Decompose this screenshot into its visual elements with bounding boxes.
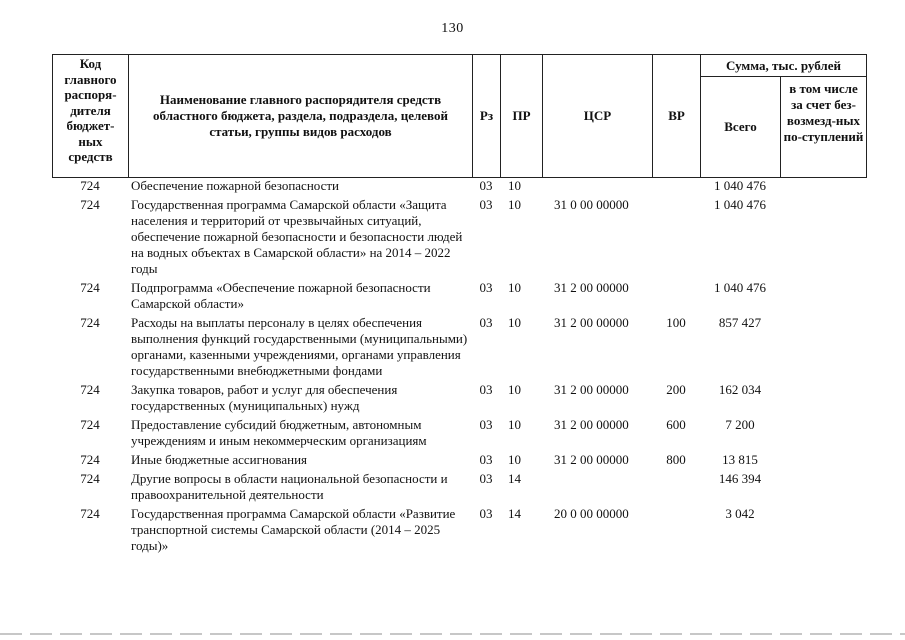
- budget-table-header: [52, 54, 867, 178]
- header-code: Код главного распоря-дителя бюджет-ных средств: [53, 55, 129, 178]
- row-code: 724: [80, 178, 100, 193]
- row-vr: [652, 506, 700, 554]
- row-vr: 100: [666, 315, 686, 330]
- row-total: 1 040 476: [714, 178, 766, 193]
- table-row: [52, 197, 866, 280]
- row-csr: 20 0 00 00000: [554, 506, 629, 521]
- row-rz: 03: [479, 471, 493, 486]
- row-gratis: [780, 452, 866, 471]
- row-name: Иные бюджетные ассигнования: [131, 452, 308, 467]
- header-sum: Сумма, тыс. рублей: [701, 55, 867, 77]
- row-code: 724: [80, 452, 100, 467]
- budget-table-body: [52, 178, 866, 554]
- row-code: 724: [80, 315, 100, 330]
- row-vr: [652, 197, 700, 280]
- row-csr: [542, 178, 652, 197]
- header-pr: ПР: [501, 55, 543, 178]
- row-pr: 10: [508, 417, 521, 432]
- row-vr: 800: [666, 452, 686, 467]
- row-rz: 03: [479, 280, 493, 295]
- header-name: Наименование главного распорядителя средств областного бюджета, раздела, подраздела, целевой статьи, группы видов расходов: [129, 55, 473, 178]
- table-row: [52, 417, 866, 452]
- row-gratis: [780, 280, 866, 315]
- row-vr: [652, 471, 700, 506]
- row-gratis: [780, 417, 866, 452]
- row-code: 724: [80, 382, 100, 397]
- row-csr: 31 2 00 00000: [554, 280, 629, 295]
- row-gratis: [780, 197, 866, 280]
- row-gratis: [780, 471, 866, 506]
- row-pr: 10: [508, 280, 521, 295]
- row-name: Закупка товаров, работ и услуг для обеспечения государственных (муниципальных) нужд: [131, 382, 398, 413]
- header-total: Всего: [701, 77, 781, 178]
- row-pr: 10: [508, 315, 521, 330]
- row-rz: 03: [479, 178, 493, 193]
- row-name: Расходы на выплаты персоналу в целях обеспечения выполнения функций государственными (муниципальными) органами, казенными учреждениями, органами управления государственными внебюджетными фондами: [131, 315, 468, 378]
- row-csr: 31 0 00 00000: [554, 197, 629, 212]
- row-pr: 10: [508, 178, 521, 193]
- row-vr: [652, 178, 700, 197]
- table-row: [52, 506, 866, 554]
- row-pr: 10: [508, 452, 521, 467]
- row-pr: 14: [508, 471, 521, 486]
- row-name: Подпрограмма «Обеспечение пожарной безопасности Самарской области»: [131, 280, 431, 311]
- row-total: 7 200: [725, 417, 755, 432]
- row-total: 1 040 476: [714, 280, 766, 295]
- row-pr: 10: [508, 197, 521, 212]
- row-total: 13 815: [722, 452, 758, 467]
- row-total: 1 040 476: [714, 197, 766, 212]
- table-row: [52, 280, 866, 315]
- header-rz: Рз: [473, 55, 501, 178]
- row-code: 724: [80, 506, 100, 521]
- row-csr: 31 2 00 00000: [554, 417, 629, 432]
- row-rz: 03: [479, 315, 493, 330]
- row-vr: [652, 280, 700, 315]
- row-vr: 600: [666, 417, 686, 432]
- row-gratis: [780, 382, 866, 417]
- row-csr: 31 2 00 00000: [554, 315, 629, 330]
- row-gratis: [780, 178, 866, 197]
- table-row: [52, 382, 866, 417]
- row-rz: 03: [479, 197, 493, 212]
- row-vr: 200: [666, 382, 686, 397]
- row-code: 724: [80, 471, 100, 486]
- table-row: [52, 178, 866, 197]
- table-row: [52, 315, 866, 382]
- row-gratis: [780, 506, 866, 554]
- row-name: Обеспечение пожарной безопасности: [131, 178, 340, 193]
- table-row: [52, 452, 866, 471]
- row-rz: 03: [479, 417, 493, 432]
- row-code: 724: [80, 197, 100, 212]
- row-name: Государственная программа Самарской области «Защита населения и территорий от чрезвычайных ситуаций, обеспечение пожарной безопасности и безопасности людей на водных объектах в Самарской области» на 2014 – 2022 годы: [131, 197, 463, 276]
- header-gratis: в том числе за счет без-возмезд-ных по-ступлений: [781, 77, 867, 178]
- scan-artifact-line: [0, 633, 905, 635]
- page-number: 130: [441, 21, 464, 36]
- row-name: Государственная программа Самарской области «Развитие транспортной системы Самарской области (2014 – 2025 годы)»: [131, 506, 456, 553]
- row-code: 724: [80, 417, 100, 432]
- row-pr: 14: [508, 506, 521, 521]
- row-csr: 31 2 00 00000: [554, 382, 629, 397]
- row-rz: 03: [479, 506, 493, 521]
- table-row: [52, 471, 866, 506]
- row-total: 162 034: [718, 382, 762, 397]
- row-csr: 31 2 00 00000: [554, 452, 629, 467]
- row-csr: [542, 471, 652, 506]
- row-name: Другие вопросы в области национальной безопасности и правоохранительной деятельности: [131, 471, 448, 502]
- row-total: 146 394: [718, 471, 762, 486]
- row-pr: 10: [508, 382, 521, 397]
- header-vr: ВР: [653, 55, 701, 178]
- row-total: 3 042: [725, 506, 755, 521]
- row-total: 857 427: [718, 315, 762, 330]
- row-rz: 03: [479, 452, 493, 467]
- row-code: 724: [80, 280, 100, 295]
- row-rz: 03: [479, 382, 493, 397]
- row-name: Предоставление субсидий бюджетным, автономным учреждениям и иным некоммерческим организациям: [131, 417, 427, 448]
- header-csr: ЦСР: [543, 55, 653, 178]
- row-gratis: [780, 315, 866, 382]
